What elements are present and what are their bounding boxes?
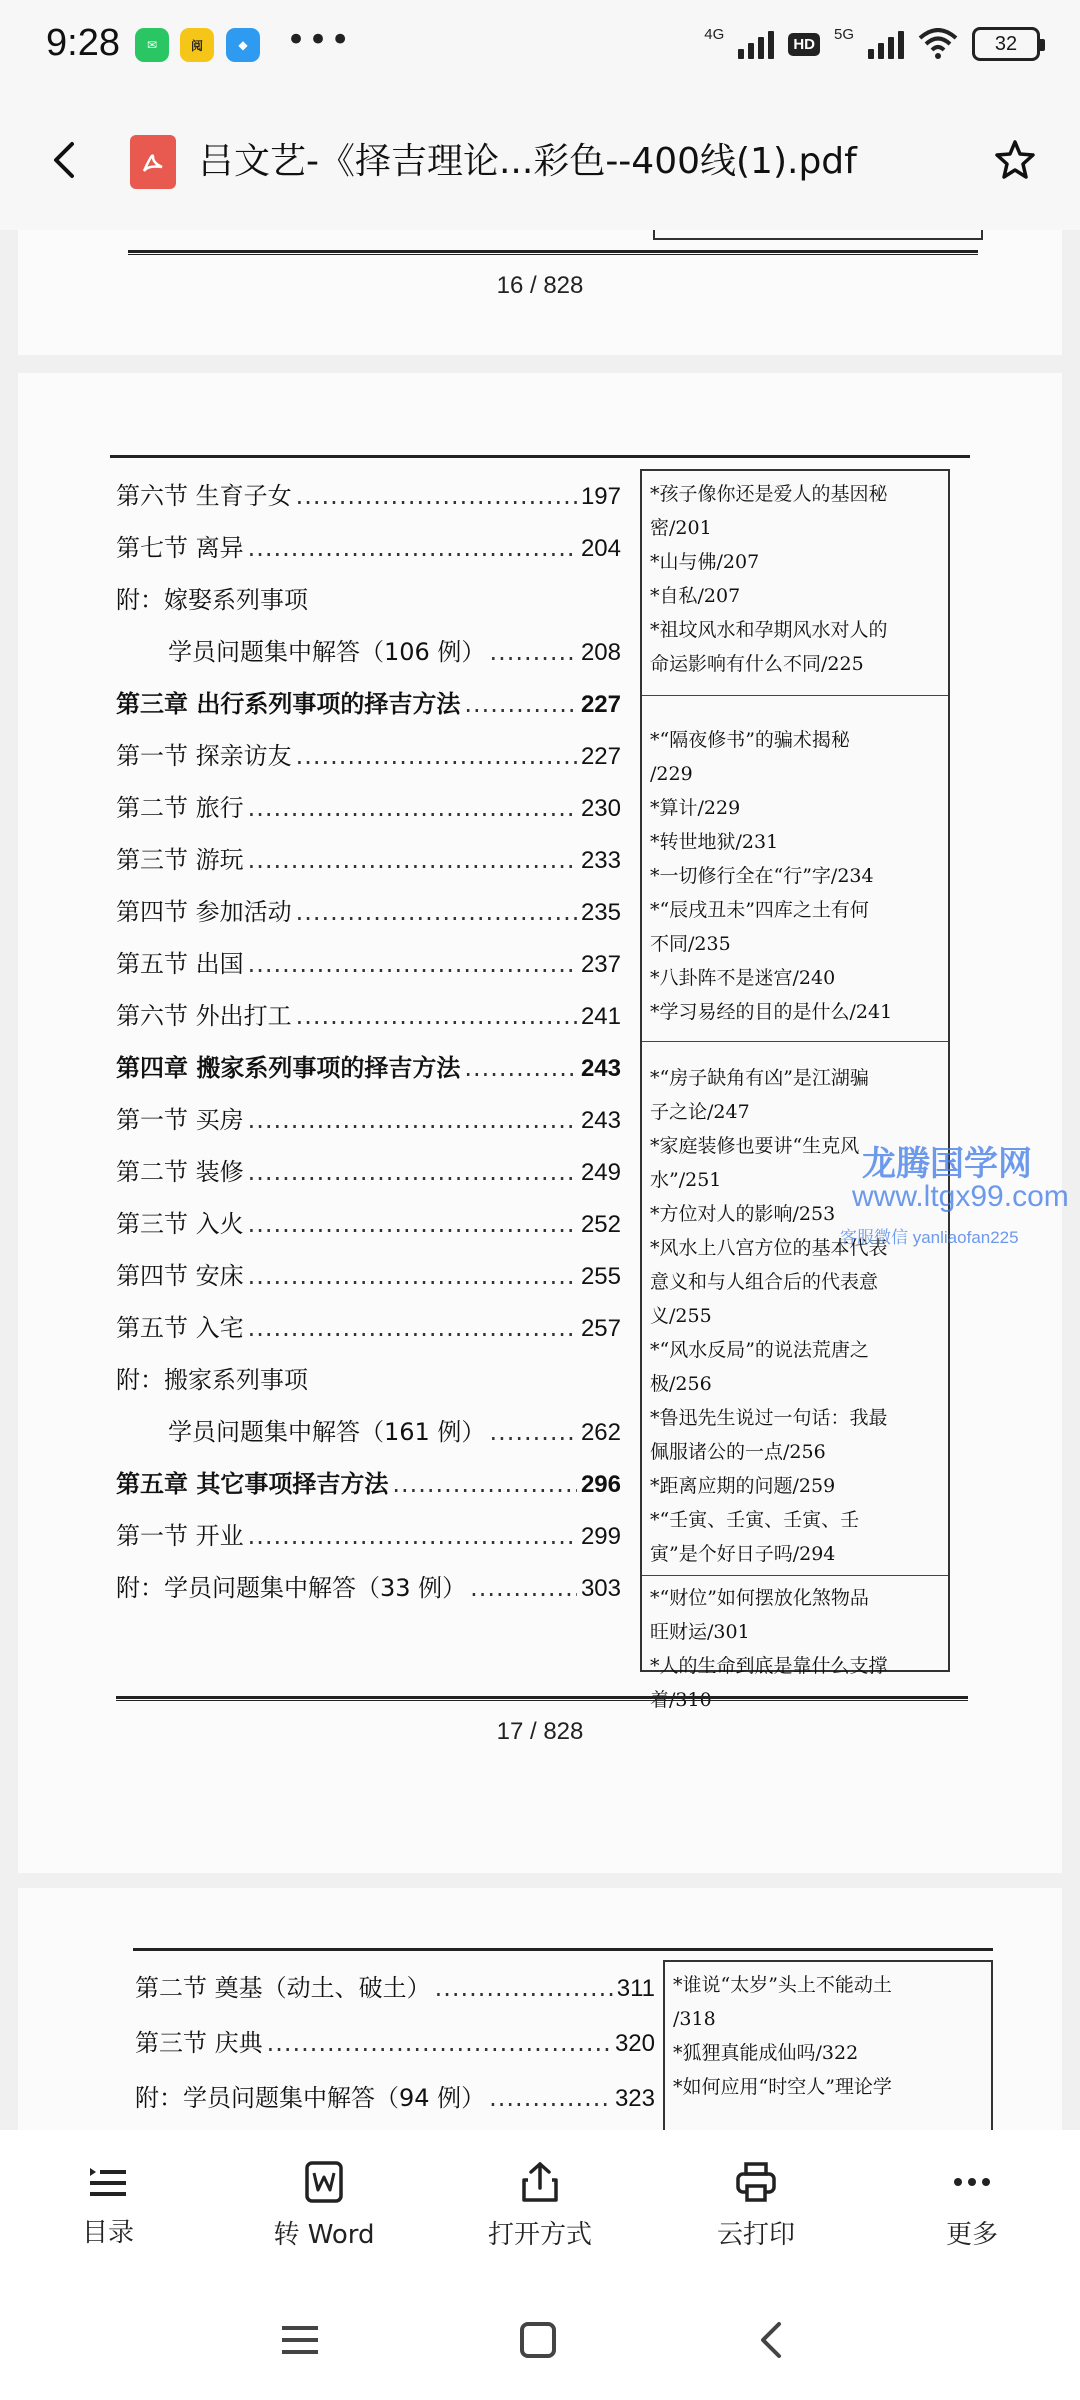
- toc-entry[interactable]: 第二节 装修 ..... 249: [116, 1152, 621, 1187]
- blue-app-icon: ◆: [226, 28, 260, 62]
- page-number: 16 / 828: [496, 272, 584, 299]
- note-line: *“隔夜修书”的骗术揭秘: [650, 729, 850, 751]
- note-line: 命运影响有什么不同/225: [650, 653, 864, 675]
- pdf-page-17: [18, 373, 1062, 1873]
- toc-entry[interactable]: 第二节 奠基（动土、破土） ..... 311: [135, 1968, 655, 2003]
- bottom-toolbar: [0, 2130, 1080, 2280]
- toc-entry[interactable]: 第一节 买房 ..... 243: [116, 1100, 621, 1135]
- note-line: *距离应期的问题/259: [650, 1475, 836, 1497]
- word-icon: [302, 2160, 346, 2204]
- watermark-contact: 客服微信 yanliaofan225: [840, 1228, 1019, 1247]
- menu-icon: [280, 2322, 320, 2358]
- convert-word-label: 转 Word: [273, 2219, 375, 2250]
- more-button[interactable]: [864, 2130, 1080, 2280]
- note-line: *“风水反局”的说法荒唐之: [650, 1339, 869, 1361]
- page-top-rule: [110, 455, 970, 458]
- hd-badge: HD: [788, 33, 820, 56]
- sidebar-box-fragment: [653, 230, 983, 240]
- note-line: *狐狸真能成仙吗/322: [673, 2042, 859, 2064]
- back-chevron-icon: [757, 2320, 787, 2360]
- page-rule: [128, 250, 978, 255]
- document-title: 吕文艺-《择吉理论...彩色--400线(1).pdf: [198, 141, 857, 182]
- toc-entry[interactable]: 附：搬家系列事项: [116, 1366, 308, 1394]
- more-icon: [950, 2160, 994, 2204]
- note-line: *孩子像你还是爱人的基因秘: [650, 483, 888, 505]
- toc-chapter[interactable]: 第三章 出行系列事项的择吉方法 ..... 227: [116, 684, 621, 719]
- note-line: *“房子缺角有凶”是江湖骗: [650, 1067, 869, 1089]
- network-type-label: 4G: [704, 25, 725, 43]
- toc-entry[interactable]: 学员问题集中解答（106 例） ..... 208: [116, 632, 621, 667]
- status-time: 9:28: [46, 22, 120, 64]
- favorite-button[interactable]: [980, 125, 1050, 195]
- battery-icon: 32: [972, 27, 1040, 61]
- network-type-label-2: 5G: [833, 25, 854, 43]
- document-viewer[interactable]: [0, 230, 1080, 2130]
- open-with-button[interactable]: [432, 2130, 648, 2280]
- note-separator: [642, 695, 948, 696]
- home-button[interactable]: [508, 2315, 568, 2365]
- note-separator: [642, 1041, 948, 1042]
- back-button[interactable]: [30, 125, 100, 195]
- toc-entry[interactable]: 第二节 旅行 ..... 230: [116, 788, 621, 823]
- home-square-icon: [518, 2320, 558, 2360]
- note-line: *转世地狱/231: [650, 831, 779, 853]
- note-line: *“财位”如何摆放化煞物品: [650, 1587, 869, 1609]
- toc-entry[interactable]: 第三节 庆典 ..... 320: [135, 2023, 655, 2058]
- note-line: 意义和与人组合后的代表意: [650, 1271, 879, 1293]
- pdf-file-icon: [130, 135, 176, 189]
- note-line: 水”/251: [650, 1169, 722, 1191]
- pdf-page-18: [18, 1888, 1062, 2130]
- notes-sidebar: [663, 1960, 993, 2130]
- toc-entry[interactable]: 附：学员问题集中解答（94 例） ..... 323: [135, 2078, 655, 2113]
- toc-entry[interactable]: 学员问题集中解答（161 例） ..... 262: [116, 1412, 621, 1447]
- note-line: 密/201: [650, 517, 712, 539]
- note-line: 子之论/247: [650, 1101, 750, 1123]
- convert-word-button[interactable]: [216, 2130, 432, 2280]
- share-icon: [518, 2160, 562, 2204]
- toc-entry[interactable]: 第三节 入火 ..... 252: [116, 1204, 621, 1239]
- note-line: *“壬寅、壬寅、壬寅、壬: [650, 1509, 860, 1531]
- system-back-button[interactable]: [742, 2315, 802, 2365]
- more-notifications-icon: •••: [286, 20, 353, 60]
- watermark-url: www.ltgx99.com: [852, 1180, 1069, 1213]
- wechat-icon: ✉: [135, 28, 169, 62]
- note-line: *人的生命到底是靠什么支撑: [650, 1655, 888, 1677]
- table-of-contents: [116, 476, 621, 1606]
- note-line: /229: [650, 763, 693, 785]
- toc-entry[interactable]: 第四节 安床 ..... 255: [116, 1256, 621, 1291]
- note-line: *学习易经的目的是什么/241: [650, 1001, 893, 1023]
- note-line: 义/255: [650, 1305, 712, 1327]
- note-line: 旺财运/301: [650, 1621, 750, 1643]
- note-line: 佩服诸公的一点/256: [650, 1441, 826, 1463]
- toc-entry[interactable]: 第三节 游玩 ..... 233: [116, 840, 621, 875]
- watermark-site-name: 龙腾国学网: [862, 1145, 1032, 1183]
- table-of-contents: [135, 1968, 655, 2130]
- open-with-label: 打开方式: [487, 2219, 592, 2250]
- note-line: *自私/207: [650, 585, 741, 607]
- note-line: 不同/235: [650, 933, 731, 955]
- toc-icon: [86, 2162, 130, 2202]
- status-indicators: [704, 22, 1040, 66]
- cloud-print-label: 云打印: [716, 2219, 795, 2250]
- note-line: *家庭装修也要讲“生克风: [650, 1135, 860, 1157]
- note-line: *风水上八宫方位的基本代表: [650, 1237, 888, 1259]
- note-line: *方位对人的影响/253: [650, 1203, 836, 1225]
- cloud-print-button[interactable]: [648, 2130, 864, 2280]
- toc-entry[interactable]: 第六节 外出打工 ..... 241: [116, 996, 621, 1031]
- note-line: 寅”是个好日子吗/294: [650, 1543, 836, 1565]
- toc-entry[interactable]: 附：嫁娶系列事项: [116, 586, 308, 614]
- toc-entry[interactable]: 第一节 开业 ..... 299: [116, 1516, 621, 1551]
- note-line: /318: [673, 2008, 716, 2030]
- note-line: *如何应用“时空人”理论学: [673, 2076, 892, 2098]
- signal-icon-2: [868, 29, 904, 59]
- toc-entry[interactable]: 第五节 入宅 ..... 257: [116, 1308, 621, 1343]
- note-line: *祖坟风水和孕期风水对人的: [650, 619, 888, 641]
- toc-entry[interactable]: 第五节 出国 ..... 237: [116, 944, 621, 979]
- signal-icon: [738, 29, 774, 59]
- notes-sidebar: [640, 469, 950, 1711]
- toc-entry[interactable]: 第四节 参加活动 ..... 235: [116, 892, 621, 927]
- reader-app-icon: 阅: [180, 28, 214, 62]
- toc-chapter[interactable]: 第四章 搬家系列事项的择吉方法 ..... 243: [116, 1048, 621, 1083]
- note-line: *谁说“太岁”头上不能动土: [673, 1974, 892, 1996]
- toc-entry[interactable]: 附：学员问题集中解答（33 例） ..... 303: [116, 1568, 621, 1603]
- system-navigation-bar: [0, 2280, 1080, 2400]
- note-line: *“辰戌丑未”四库之土有何: [650, 899, 869, 921]
- back-arrow-icon: [50, 140, 80, 180]
- wifi-icon: [918, 28, 958, 60]
- toc-entry[interactable]: 第七节 离异 ..... 204: [116, 528, 621, 563]
- pdf-page-16: [18, 230, 1062, 355]
- note-line: *一切修行全在“行”字/234: [650, 865, 874, 887]
- note-line: *山与佛/207: [650, 551, 760, 573]
- page-rule: [116, 1696, 968, 1701]
- star-icon: [993, 138, 1037, 182]
- note-line: *八卦阵不是迷宫/240: [650, 967, 836, 989]
- note-line: 极/256: [650, 1373, 712, 1395]
- page-number: 17 / 828: [496, 1718, 584, 1745]
- toc-entry[interactable]: 第一节 探亲访友 ..... 227: [116, 736, 621, 771]
- toc-entry[interactable]: 第六节 生育子女 ..... 197: [116, 476, 621, 511]
- more-button-label: 更多: [945, 2219, 998, 2250]
- printer-icon: [734, 2160, 778, 2204]
- note-line: 着/310: [650, 1689, 712, 1711]
- status-bar: [0, 0, 1080, 95]
- page-top-rule: [133, 1948, 993, 1951]
- note-line: *算计/229: [650, 797, 741, 819]
- toc-chapter[interactable]: 第五章 其它事项择吉方法 ..... 296: [116, 1464, 621, 1499]
- note-line: *鲁迅先生说过一句话：我最: [650, 1407, 888, 1429]
- note-separator: [642, 1575, 948, 1576]
- toc-button[interactable]: [0, 2130, 216, 2280]
- toc-button-label: 目录: [81, 2217, 134, 2248]
- recent-apps-button[interactable]: [270, 2315, 330, 2365]
- title-bar: [0, 95, 1080, 230]
